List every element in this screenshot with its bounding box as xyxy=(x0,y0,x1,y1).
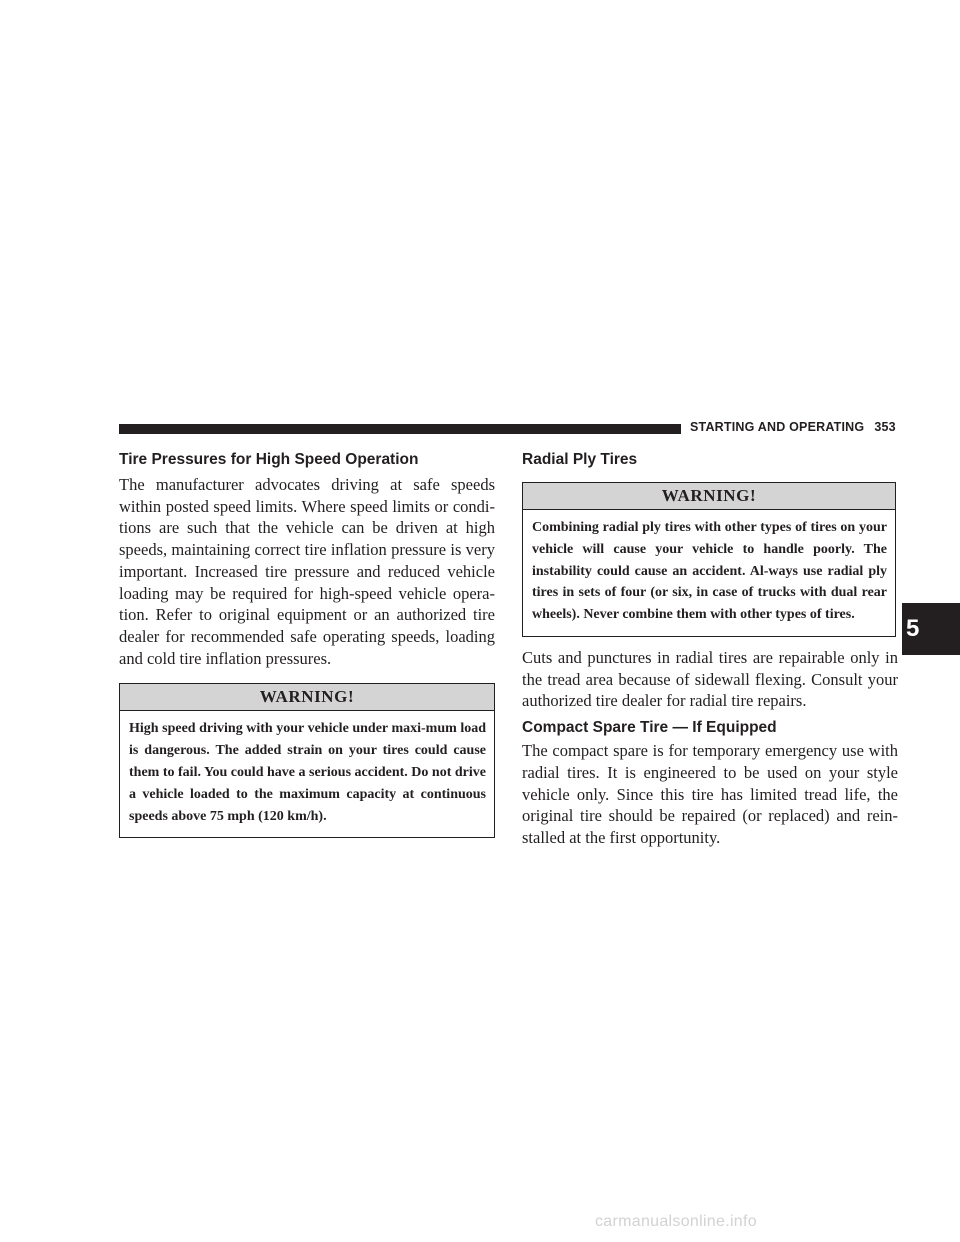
warning-text: High speed driving with your vehicle under maxi-mum load is dangerous. The added strain on your tires could cause them to fail. You could have a serious accident. Do not drive a vehicle loaded to the maximum capacity at continuous speeds above 75 mph (120 km/h). xyxy=(129,721,486,824)
warning-text: Combining radial ply tires with other types of tires on your vehicle will cause your vehicle to handle poorly. The instability could cause an accident. Al-ways use radial ply tires in sets of four (or six, in case of trucks with dual rear wheels). Never combine them with other types of tires. xyxy=(532,520,887,623)
left-column xyxy=(119,450,495,838)
header-rule xyxy=(119,424,681,434)
warning-title: WARNING! xyxy=(120,684,494,711)
compact-spare-paragraph: The compact spare is for temporary emergency use with radial tires. It is engineered to be used on your style vehicle only. Since this tire has limited tread life, the original tire should be repaired (or replaced) and rein-stalled at the first opportunity. xyxy=(522,741,898,847)
section-heading-compact-spare: Compact Spare Tire — If Equipped xyxy=(522,719,777,737)
chapter-tab xyxy=(902,603,960,655)
section-heading-high-speed: Tire Pressures for High Speed Operation xyxy=(119,451,419,468)
section-heading-radial: Radial Ply Tires xyxy=(522,451,638,468)
section-title: STARTING AND OPERATING xyxy=(690,420,865,434)
running-header xyxy=(690,420,900,434)
warning-box-high-speed xyxy=(119,683,495,838)
watermark: carmanualsonline.info xyxy=(595,1213,757,1230)
high-speed-paragraph: The manufacturer advocates driving at safe speeds within posted speed limits. Where speed limits or condi-tions are such that the vehicle can be driven at high speeds, maintaining correct tire inflation pressure is very important. Increased tire pressure and reduced vehicle loading may be required for high-speed vehicle opera-tion. Refer to original equipment or an authorized tire dealer for recommended safe operating speeds, loading and cold tire inflation pressures. xyxy=(119,475,495,668)
page-number: 353 xyxy=(874,420,896,434)
warning-title: WARNING! xyxy=(523,483,895,510)
right-column xyxy=(522,450,898,849)
chapter-number: 5 xyxy=(906,615,920,642)
radial-repair-paragraph: Cuts and punctures in radial tires are repairable only in the tread area because of sidewall flexing. Consult your authorized tire dealer for radial tire repairs. xyxy=(522,647,898,711)
warning-box-radial xyxy=(522,482,896,637)
